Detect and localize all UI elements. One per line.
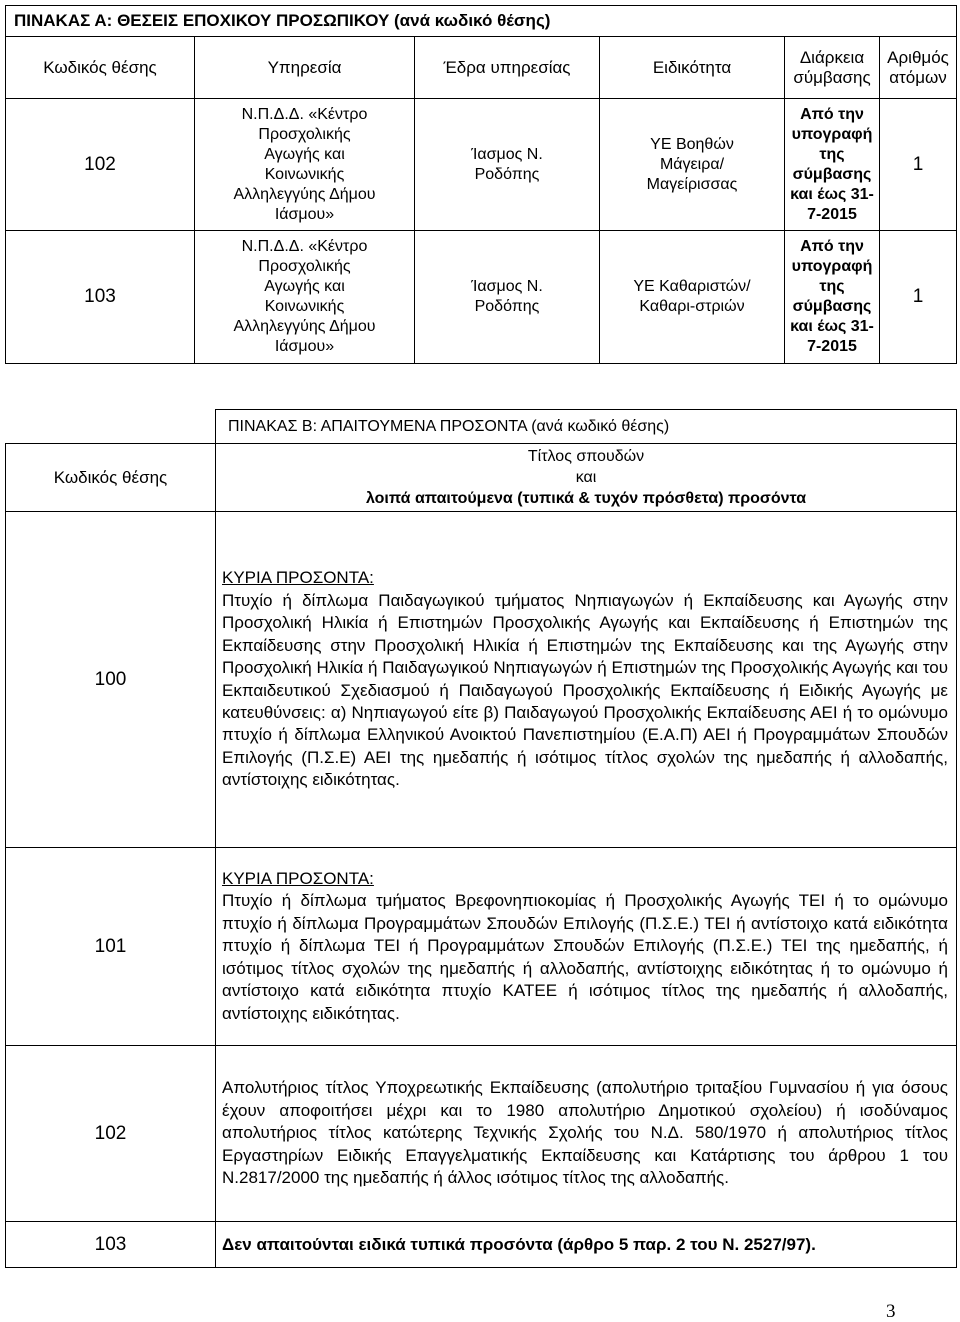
header-qualifications-line3: λοιπά απαιτούμενα (τυπικά & τυχόν πρόσθετα) προσόντα: [365, 490, 807, 507]
header-code: Κωδικός θέσης: [6, 444, 216, 512]
header-qualifications: [216, 444, 957, 512]
header-specialty: Ειδικότητα: [600, 37, 785, 99]
specialty: ΥΕ Καθαριστών/Καθαρι-στριών: [600, 231, 785, 364]
service-seat: Ίασμος Ν. Ροδόπης: [415, 231, 600, 364]
position-code: 103: [6, 231, 195, 364]
table-b-title: ΠΙΝΑΚΑΣ Β: ΑΠΑΙΤΟΥΜΕΝΑ ΠΡΟΣΟΝΤΑ (ανά κωδικό θέσης): [216, 410, 957, 444]
position-code: 102: [6, 1046, 216, 1222]
persons-count: 1: [880, 99, 957, 231]
table-row: [6, 848, 957, 1046]
service-seat: Ίασμος Ν. Ροδόπης: [415, 99, 600, 231]
specialty: ΥΕ Βοηθών Μάγειρα/Μαγείρισσας: [600, 99, 785, 231]
qualification-text: Πτυχίο ή δίπλωμα Παιδαγωγικού τμήματος Νηπιαγωγών ή Εκπαίδευσης και Αγωγής στην Προσχολική Ηλικία ή Επιστημών Προσχολικής Αγωγής και Εκπαίδευσης ή Επιστημών της Εκπαίδευσης στην Προσχολική Ηλικία ή Επιστημών της Εκπαίδευσης και της Αγωγής στην Προσχολική Ηλικία ή Παιδαγωγικού Νηπιαγωγών ή Επιστημών της Προσχολικής Αγωγής και του Εκπαιδευτικού Σχεδιασμού ή Παιδαγωγού Προσχολικής Εκπαίδευσης ή Ειδικής Αγωγής με κατευθύνσεις: α) Νηπιαγωγού είτε β) Παιδαγωγού Προσχολικής Εκπαίδευσης ΑΕΙ ή το ομώνυμο πτυχίο ή δίπλωμα Ελληνικού Ανοικτού Πανεπιστημίου (Ε.Α.Π) ΑΕΙ ή Προγραμμάτων Σπουδών Επιλογής (Π.Σ.Ε) ΑΕΙ της ημεδαπής ή ισότιμος τίτλος σχολών της ημεδαπής ή αλλοδαπής, αντίστοιχης ειδικότητας.: [222, 590, 948, 790]
position-code: 103: [6, 1222, 216, 1268]
header-seat: Έδρα υπηρεσίας: [415, 37, 600, 99]
main-qualifications-label: ΚΥΡΙΑ ΠΡΟΣΟΝΤΑ:: [222, 568, 374, 588]
header-persons: Αριθμός ατόμων: [880, 37, 957, 99]
service-name: Ν.Π.Δ.Δ. «Κέντρο Προσχολικής Αγωγής και Κοινωνικής Αλληλεγγύης Δήμου Ιάσμου»: [195, 99, 415, 231]
header-qualifications-line2: και: [575, 469, 597, 486]
main-qualifications-label: ΚΥΡΙΑ ΠΡΟΣΟΝΤΑ:: [222, 869, 374, 889]
qualification-text: Πτυχίο ή δίπλωμα τμήματος Βρεφονηπιοκομίας ή Προσχολικής Αγωγής ΤΕΙ ή το ομώνυμο πτυχίο ή δίπλωμα Προγραμμάτων Σπουδών Επιλογής (Π.Σ.Ε.) ΤΕΙ ή αντίστοιχο κατά ειδικότητα πτυχίο ή δίπλωμα ΤΕΙ ή Προγραμμάτων Σπουδών Επιλογής (Π.Σ.Ε.) ΤΕΙ της ημεδαπής, ή ισότιμος τίτλος σχολών της ημεδαπής ή αλλοδαπής, αντίστοιχης ειδικότητας ή το ομώνυμο ή αντίστοιχο κατά ειδικότητα πτυχίο ΚΑΤΕΕ ή ισότιμος τίτλος της ημεδαπής ή αλλοδαπής, αντίστοιχης ειδικότητας.: [222, 891, 948, 1023]
qualification-text: Δεν απαιτούνται ειδικά τυπικά προσόντα (άρθρο 5 παρ. 2 του Ν. 2527/97).: [216, 1222, 957, 1268]
contract-duration: Από την υπογραφή της σύμβασης και έως 31-7-2015: [785, 99, 880, 231]
service-name: Ν.Π.Δ.Δ. «Κέντρο Προσχολικής Αγωγής και Κοινωνικής Αλληλεγγύης Δήμου Ιάσμου»: [195, 231, 415, 364]
position-code: 102: [6, 99, 195, 231]
table-row: [6, 1046, 957, 1222]
contract-duration: Από την υπογραφή της σύμβασης και έως 31-7-2015: [785, 231, 880, 364]
table-row: [6, 1222, 957, 1268]
header-qualifications-line1: Τίτλος σπουδών: [527, 448, 645, 465]
table-row: [6, 99, 957, 231]
table-row: [6, 512, 957, 848]
persons-count: 1: [880, 231, 957, 364]
qualification-cell: [216, 1046, 957, 1222]
table-row: [6, 231, 957, 364]
qualification-cell: [216, 512, 957, 848]
header-service: Υπηρεσία: [195, 37, 415, 99]
position-code: 101: [6, 848, 216, 1046]
position-code: 100: [6, 512, 216, 848]
page-number: 3: [886, 1301, 896, 1322]
qualification-cell: [216, 848, 957, 1046]
positions-table: [5, 5, 957, 364]
qualifications-table: [5, 409, 957, 1268]
header-code: Κωδικός θέσης: [6, 37, 195, 99]
table-a-title: ΠΙΝΑΚΑΣ Α: ΘΕΣΕΙΣ ΕΠΟΧΙΚΟΥ ΠΡΟΣΩΠΙΚΟΥ (ανά κωδικό θέσης): [6, 6, 957, 37]
qualification-text: Απολυτήριος τίτλος Υποχρεωτικής Εκπαίδευσης (απολυτήριο τριταξίου Γυμνασίου ή για όσους έχουν αποφοιτήσει μέχρι και το 1980 απολυτήριο Δημοτικού σχολείου) ή ισοδύναμος απολυτήριος τίτλος κατώτερης Τεχνικής Σχολής του Ν.Δ. 580/1970 ή απολυτήριος τίτλος Εργαστηρίων Ειδικής Επαγγελματικής Εκπαίδευσης και Κατάρτισης του άρθρου 1 του Ν.2817/2000 της ημεδαπής ή άλλος ισότιμος τίτλος της αλλοδαπής.: [222, 1078, 948, 1188]
header-duration: Διάρκεια σύμβασης: [785, 37, 880, 99]
